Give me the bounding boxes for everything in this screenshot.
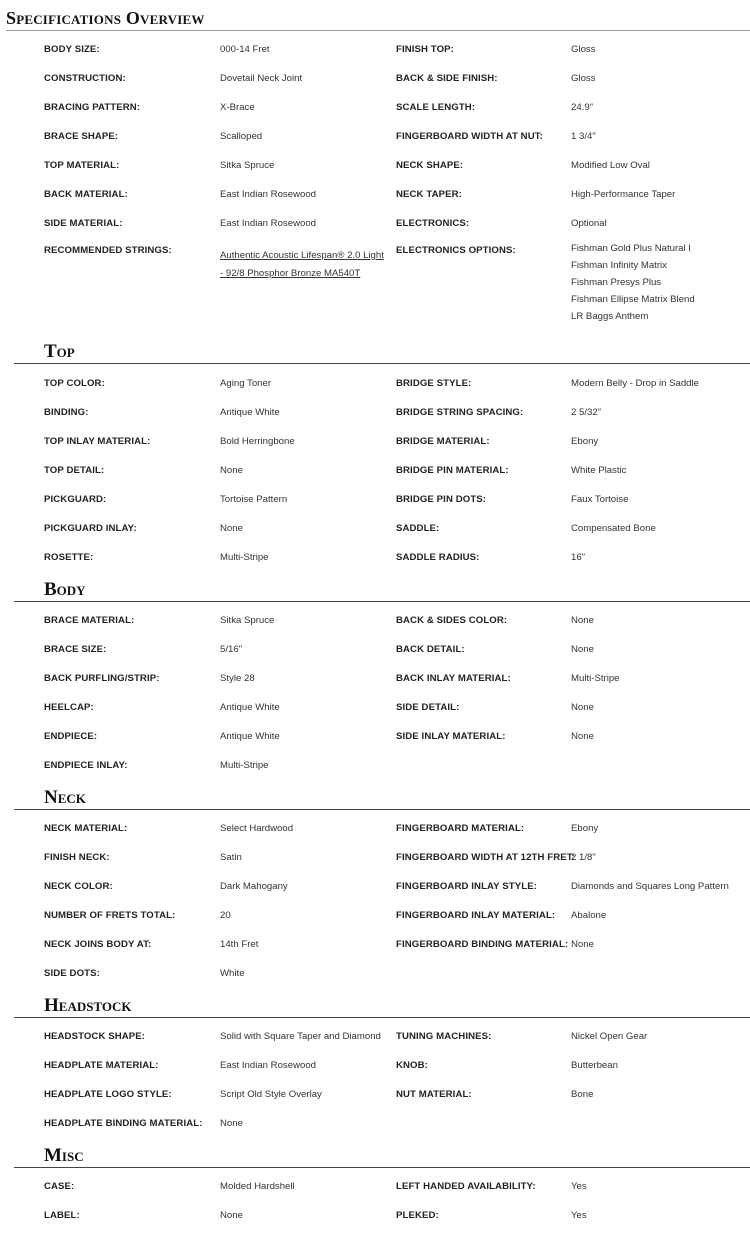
spec-value: Abalone [571,910,607,921]
spec-row [0,673,750,702]
spec-row [0,615,750,644]
spec-value: Aging Toner [220,378,272,389]
spec-label: TUNING MACHINES: [396,1031,492,1042]
spec-value: Style 28 [220,673,255,684]
spec-value: Solid with Square Taper and Diamond [220,1031,381,1042]
spec-label: SADDLE RADIUS: [396,552,480,563]
section-title-headstock: Headstock [44,995,132,1016]
spec-label: ENDPIECE INLAY: [44,760,128,771]
spec-label: BACK INLAY MATERIAL: [396,673,511,684]
spec-row [0,494,750,523]
spec-label: HEADPLATE MATERIAL: [44,1060,159,1071]
section-title-body: Body [44,579,86,600]
spec-label: HEADPLATE LOGO STYLE: [44,1089,172,1100]
spec-label: NECK TAPER: [396,189,462,200]
section-divider [14,809,750,810]
spec-value: None [220,523,243,534]
spec-label: FINGERBOARD INLAY STYLE: [396,881,537,892]
spec-value: None [220,1118,243,1129]
spec-row [0,1031,750,1060]
spec-label: FINGERBOARD WIDTH AT 12TH FRET: [396,852,575,863]
electronics-options-list [571,240,695,325]
spec-label: HEELCAP: [44,702,94,713]
spec-value: Yes [571,1181,587,1192]
spec-label: BACK PURFLING/STRIP: [44,673,160,684]
spec-label: FINGERBOARD WIDTH AT NUT: [396,131,543,142]
electronics-option-item: LR Baggs Anthem [571,311,649,322]
spec-label: ELECTRONICS: [396,218,470,229]
spec-label: BINDING: [44,407,89,418]
spec-row [0,760,750,789]
spec-value: Gloss [571,73,596,84]
spec-value: 24.9" [571,102,594,113]
recommended-strings-link-line[interactable]: - 92/8 Phosphor Bronze MA540T [220,268,361,279]
electronics-option-item: Fishman Infinity Matrix [571,260,667,271]
spec-row [0,44,750,73]
spec-row [0,102,750,131]
spec-value: X-Brace [220,102,255,113]
spec-value: Tortoise Pattern [220,494,288,505]
spec-label: SIDE DETAIL: [396,702,460,713]
spec-value: Faux Tortoise [571,494,629,505]
spec-row [0,552,750,581]
section-title-misc: Misc [44,1145,84,1166]
spec-value: Dark Mahogany [220,881,288,892]
spec-value: Scalloped [220,131,263,142]
spec-value: None [571,939,594,950]
spec-row [0,73,750,102]
spec-label: FINISH NECK: [44,852,110,863]
spec-label: SIDE INLAY MATERIAL: [396,731,506,742]
spec-label: LABEL: [44,1210,80,1221]
spec-value: Optional [571,218,607,229]
spec-row [0,644,750,673]
spec-value: Antique White [220,407,280,418]
spec-label: ENDPIECE: [44,731,98,742]
spec-value: Dovetail Neck Joint [220,73,303,84]
spec-label: SIDE MATERIAL: [44,218,123,229]
spec-row [0,1089,750,1118]
section-divider [14,1017,750,1018]
spec-value: 2 1/8" [571,852,596,863]
spec-value: 2 5/32" [571,407,602,418]
spec-value: 5/16" [220,644,243,655]
spec-row [0,881,750,910]
spec-label: ELECTRONICS OPTIONS: [396,245,516,256]
spec-label: PICKGUARD: [44,494,107,505]
spec-label: SADDLE: [396,523,440,534]
section-title-neck: Neck [44,787,86,808]
spec-label: HEADPLATE BINDING MATERIAL: [44,1118,203,1129]
spec-label: BRIDGE PIN DOTS: [396,494,487,505]
spec-value: None [571,615,594,626]
spec-label: ROSETTE: [44,552,94,563]
spec-label: PLEKED: [396,1210,439,1221]
spec-label: TOP COLOR: [44,378,105,389]
spec-label: NECK JOINS BODY AT: [44,939,152,950]
spec-label: FINGERBOARD MATERIAL: [396,823,525,834]
spec-value: Modified Low Oval [571,160,650,171]
spec-row [0,523,750,552]
spec-label: SIDE DOTS: [44,968,100,979]
spec-value: Antique White [220,731,280,742]
spec-value: Yes [571,1210,587,1221]
spec-value: None [571,702,594,713]
title-divider [6,30,750,31]
spec-value: High-Performance Taper [571,189,676,200]
spec-value: Ebony [571,823,599,834]
spec-label: BRIDGE PIN MATERIAL: [396,465,509,476]
spec-row [0,731,750,760]
section-divider [14,1167,750,1168]
spec-label: NUMBER OF FRETS TOTAL: [44,910,176,921]
spec-label: TOP MATERIAL: [44,160,120,171]
spec-label: BRIDGE STYLE: [396,378,472,389]
spec-value: Molded Hardshell [220,1181,295,1192]
spec-row [0,407,750,436]
spec-label: BRIDGE STRING SPACING: [396,407,524,418]
spec-label: FINGERBOARD INLAY MATERIAL: [396,910,556,921]
electronics-option-item: Fishman Ellipse Matrix Blend [571,294,695,305]
spec-label: PICKGUARD INLAY: [44,523,137,534]
spec-value: Butterbean [571,1060,618,1071]
spec-label: RECOMMENDED STRINGS: [44,245,172,256]
electronics-option-item: Fishman Gold Plus Natural I [571,243,691,254]
spec-value: East Indian Rosewood [220,1060,316,1071]
spec-row [0,378,750,407]
spec-label: BACK DETAIL: [396,644,465,655]
spec-value: 14th Fret [220,939,259,950]
spec-value: Compensated Bone [571,523,656,534]
spec-label: NUT MATERIAL: [396,1089,472,1100]
spec-label: TOP INLAY MATERIAL: [44,436,151,447]
spec-label: LEFT HANDED AVAILABILITY: [396,1181,536,1192]
spec-label: FINISH TOP: [396,44,454,55]
spec-row [0,1210,750,1239]
spec-value: Bone [571,1089,594,1100]
spec-label: TOP DETAIL: [44,465,105,476]
spec-row [0,160,750,189]
spec-value: 16" [571,552,586,563]
spec-label: BRACE SHAPE: [44,131,119,142]
spec-row [0,702,750,731]
section-title-top: Top [44,341,75,362]
spec-label: FINGERBOARD BINDING MATERIAL: [396,939,569,950]
spec-value: Multi-Stripe [571,673,620,684]
spec-row [0,1060,750,1089]
spec-label: CASE: [44,1181,75,1192]
section-divider [14,363,750,364]
spec-value: Modern Belly - Drop in Saddle [571,378,699,389]
spec-value: 000-14 Fret [220,44,270,55]
spec-value: 1 3/4" [571,131,596,142]
spec-label: CONSTRUCTION: [44,73,126,84]
spec-value: Nickel Open Gear [571,1031,648,1042]
spec-row [0,823,750,852]
spec-label: NECK COLOR: [44,881,113,892]
spec-value: Multi-Stripe [220,552,269,563]
spec-value: Script Old Style Overlay [220,1089,322,1100]
spec-row [0,1118,750,1147]
spec-label: BRACE SIZE: [44,644,107,655]
recommended-strings-link[interactable] [220,247,384,283]
spec-value: White [220,968,245,979]
spec-label: BODY SIZE: [44,44,100,55]
spec-row [0,852,750,881]
spec-row [0,131,750,160]
spec-value: White Plastic [571,465,627,476]
spec-value: Ebony [571,436,599,447]
spec-row [0,910,750,939]
spec-row [0,436,750,465]
spec-value: Sitka Spruce [220,615,275,626]
spec-row-recommended-strings [0,243,750,322]
spec-value: None [571,644,594,655]
spec-label: SCALE LENGTH: [396,102,476,113]
spec-value: Multi-Stripe [220,760,269,771]
spec-value: 20 [220,910,231,921]
spec-value: Select Hardwood [220,823,294,834]
spec-row [0,939,750,968]
spec-label: BRIDGE MATERIAL: [396,436,490,447]
spec-label: HEADSTOCK SHAPE: [44,1031,146,1042]
spec-row [0,968,750,997]
spec-value: East Indian Rosewood [220,218,316,229]
spec-row [0,189,750,218]
spec-value: Satin [220,852,242,863]
recommended-strings-link-line[interactable]: Authentic Acoustic Lifespan® 2.0 Light [220,250,384,261]
spec-label: KNOB: [396,1060,428,1071]
electronics-option-item: Fishman Presys Plus [571,277,662,288]
spec-label: NECK SHAPE: [396,160,464,171]
spec-value: Gloss [571,44,596,55]
spec-label: BRACING PATTERN: [44,102,141,113]
spec-value: None [220,465,243,476]
spec-value: Sitka Spruce [220,160,275,171]
spec-value: Bold Herringbone [220,436,295,447]
spec-value: None [571,731,594,742]
spec-value: Antique White [220,702,280,713]
spec-row [0,465,750,494]
page-title: Specifications Overview [6,8,205,28]
section-divider [14,601,750,602]
spec-label: BRACE MATERIAL: [44,615,135,626]
spec-value: None [220,1210,243,1221]
spec-value: Diamonds and Squares Long Pattern [571,881,729,892]
spec-label: BACK MATERIAL: [44,189,128,200]
spec-label: NECK MATERIAL: [44,823,128,834]
spec-label: BACK & SIDES COLOR: [396,615,508,626]
spec-row [0,1181,750,1210]
spec-value: East Indian Rosewood [220,189,316,200]
spec-label: BACK & SIDE FINISH: [396,73,498,84]
